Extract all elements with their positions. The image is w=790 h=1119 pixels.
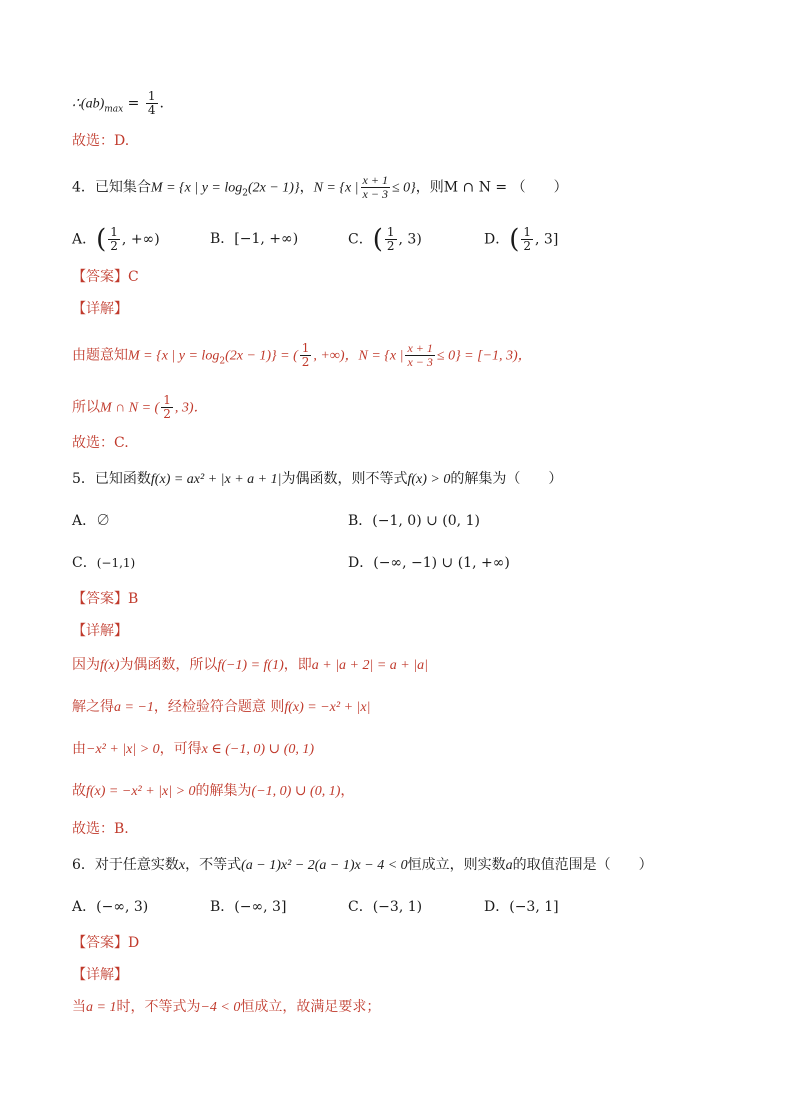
detail-text: ， [340,783,355,799]
q6-detail-tag: 【详解】 [72,967,128,983]
q4-option-b-label: B． [210,231,235,247]
detail-text: ，经检验符合题意 则 [153,699,285,715]
period: . [159,95,164,112]
q4-set-n: N = {x | [313,180,359,196]
q5-option-c [72,552,135,574]
stem-text: 6．对于任意实数 [72,857,179,873]
fraction-denominator: 4 [147,103,156,117]
q4-option-d-label: D． [484,231,510,248]
q4-detail-line-1 [72,342,532,372]
detail-expr: a + |a + 2| = a + |a| [311,658,428,673]
detail-expr: , +∞)， [313,348,359,364]
stem-text: 5．已知函数 [72,471,151,487]
q4-set-n-tail: ≤ 0} [391,180,416,196]
fraction-numerator: 1 [163,393,171,407]
option-label: C． [72,555,97,571]
stem-text: 的取值范围是（ ） [512,857,653,873]
option-label: C． [348,899,373,915]
q4-option-c-fraction [385,226,397,253]
option-text: (−∞, 3) [96,899,149,915]
q6-option-a [72,896,148,918]
q4-option-b-text: [−1, +∞) [234,231,299,247]
option-text: ∅ [96,513,111,529]
q4-n-fraction [361,174,390,201]
q4-option-c [348,226,422,253]
q6-option-d [484,896,559,918]
open-paren: ( [372,224,383,255]
detail-expr: f(x) = −x² + |x| > 0 [86,784,196,799]
q4-option-d [484,226,558,253]
q6-detail-line-1 [72,996,380,1019]
q5-stem [72,468,562,491]
q6-stem [72,854,653,877]
fraction-numerator: 1 [110,225,118,239]
fraction-denominator: 2 [523,239,532,253]
detail-fraction [300,342,312,369]
option-text: (−∞, −1) ∪ (1, +∞) [373,555,510,571]
q4-stem [72,174,568,204]
q4-option-a [72,226,160,253]
option-label: D． [348,555,374,571]
detail-text: 为偶函数，所以 [119,657,218,673]
q5-option-a [72,510,110,532]
open-paren: ( [509,224,520,255]
q4-n-den: x − 3 [362,187,388,201]
answer-value: B [128,591,139,607]
detail-fraction [161,394,173,421]
detail-text: 因为 [72,657,100,673]
detail-expr: a = 1 [86,1000,117,1015]
fraction-denominator: x − 3 [407,355,433,369]
detail-expr: ≤ 0} = [−1, 3)， [436,348,532,364]
detail-text: 故 [72,783,86,799]
fraction-numerator: x + 1 [407,341,433,355]
answer-tag: 【答案】 [72,269,128,285]
q4-option-c-tail: , 3) [398,231,422,248]
answer-tag: 【答案】 [72,935,128,951]
max-ab-line [72,90,164,120]
q4-n-num: x + 1 [362,173,388,187]
detail-expr: M ∩ N = ( [100,400,160,416]
quarter-fraction [146,90,158,117]
max-subscript: max [104,104,124,115]
q4-log-base: 2 [242,188,248,199]
q4-stem-end: ，则M ∩ N = （ ） [415,179,568,196]
stem-text: 的解集为（ ） [450,471,563,487]
q5-select: 故选：B. [72,821,129,837]
stem-text: ，不等式 [185,857,242,873]
stem-expr: f(x) > 0 [407,472,451,487]
answer-value: D [128,935,140,951]
q4-set-m: M = {x | y = log [150,180,243,196]
q5-option-d [348,552,510,574]
equals-sign: = [123,95,144,112]
detail-text: 恒成立，故满足要求； [240,999,381,1015]
stem-expr: f(x) = ax² + |x + a + 1| [150,472,282,487]
option-label: B． [210,899,235,915]
option-text: (−1, 0) ∪ (0, 1) [372,513,480,529]
option-text: (−1,1) [96,556,136,570]
q4-option-b [210,228,298,250]
detail-text: 的解集为 [195,783,252,799]
q5-detail-line-2 [72,696,370,719]
option-label: B． [348,513,373,529]
fraction-denominator: 2 [163,407,171,421]
detail-text: 所以 [72,399,100,416]
option-text: (−3, 1) [372,899,423,915]
fraction-numerator: 1 [523,225,532,239]
therefore-expr: ∴(ab) [72,96,105,112]
q5-detail-line-3 [72,738,314,761]
fraction-numerator: 1 [301,341,310,355]
answer-value: C [128,269,139,285]
detail-expr: f(−1) = f(1) [217,658,284,673]
q4-detail-line-2 [72,394,208,421]
option-text: (−∞, 3] [234,899,287,915]
detail-expr: M = {x | y = log [128,348,220,364]
detail-expr: −4 < 0 [200,1000,241,1015]
detail-expr: x ∈ (−1, 0) ∪ (0, 1) [201,742,315,757]
q3-select: 故选：D. [72,133,130,149]
detail-expr: (2x − 1)} = ( [225,348,298,364]
q5-detail-line-4 [72,780,354,803]
option-text: (−3, 1] [509,899,559,915]
open-paren: ( [96,224,107,255]
detail-expr: f(x) = −x² + |x| [284,700,371,715]
q5-detail-tag: 【详解】 [72,623,128,639]
option-label: A． [72,899,97,915]
stem-text: 为偶函数，则不等式 [281,471,408,487]
q4-detail-tag: 【详解】 [72,301,128,317]
detail-expr: , 3)． [174,400,208,416]
q5-option-b [348,510,480,532]
detail-fraction [405,342,434,369]
stem-text: 恒成立，则实数 [407,857,506,873]
q4-comma: ， [299,179,314,196]
stem-expr: a [505,858,513,873]
detail-text: 当 [72,999,86,1015]
q4-answer [72,266,139,288]
detail-expr: f(x) [100,658,120,673]
detail-text: 解之得 [72,699,114,715]
answer-tag: 【答案】 [72,591,128,607]
q4-set-m-tail: (2x − 1)} [247,180,300,196]
detail-expr: N = {x | [358,348,404,364]
q5-detail-line-1 [72,654,428,677]
q4-option-a-fraction [108,226,120,253]
fraction-numerator: 1 [386,225,395,239]
q4-option-a-label: A． [72,231,97,248]
q4-select: 故选：C. [72,435,129,451]
fraction-denominator: 2 [110,239,118,253]
option-label: D． [484,899,510,915]
q4-option-d-tail: , 3] [535,231,559,248]
q4-option-c-label: C． [348,231,373,248]
fraction-denominator: 2 [301,355,310,369]
detail-expr: a = −1 [114,700,154,715]
fraction-numerator: 1 [147,89,156,103]
q4-option-d-fraction [521,226,533,253]
fraction-denominator: 2 [386,239,395,253]
q4-stem-intro: 4．已知集合 [72,179,151,196]
stem-expr: (a − 1)x² − 2(a − 1)x − 4 < 0 [241,858,408,873]
log-base: 2 [219,356,226,367]
q4-option-a-tail: , +∞) [121,231,160,248]
detail-text: ，可得 [159,741,202,757]
q5-answer [72,588,138,610]
q6-answer [72,932,139,954]
q6-option-b [210,896,286,918]
detail-text: 由 [72,741,86,757]
detail-expr: (−1, 0) ∪ (0, 1) [251,784,341,799]
detail-text: 由题意知 [72,347,128,364]
stem-expr: x [178,858,186,873]
detail-expr: −x² + |x| > 0 [86,742,160,757]
option-label: A． [72,513,97,529]
q6-option-c [348,896,422,918]
detail-text: ，即 [283,657,312,673]
detail-text: 时，不等式为 [116,999,201,1015]
